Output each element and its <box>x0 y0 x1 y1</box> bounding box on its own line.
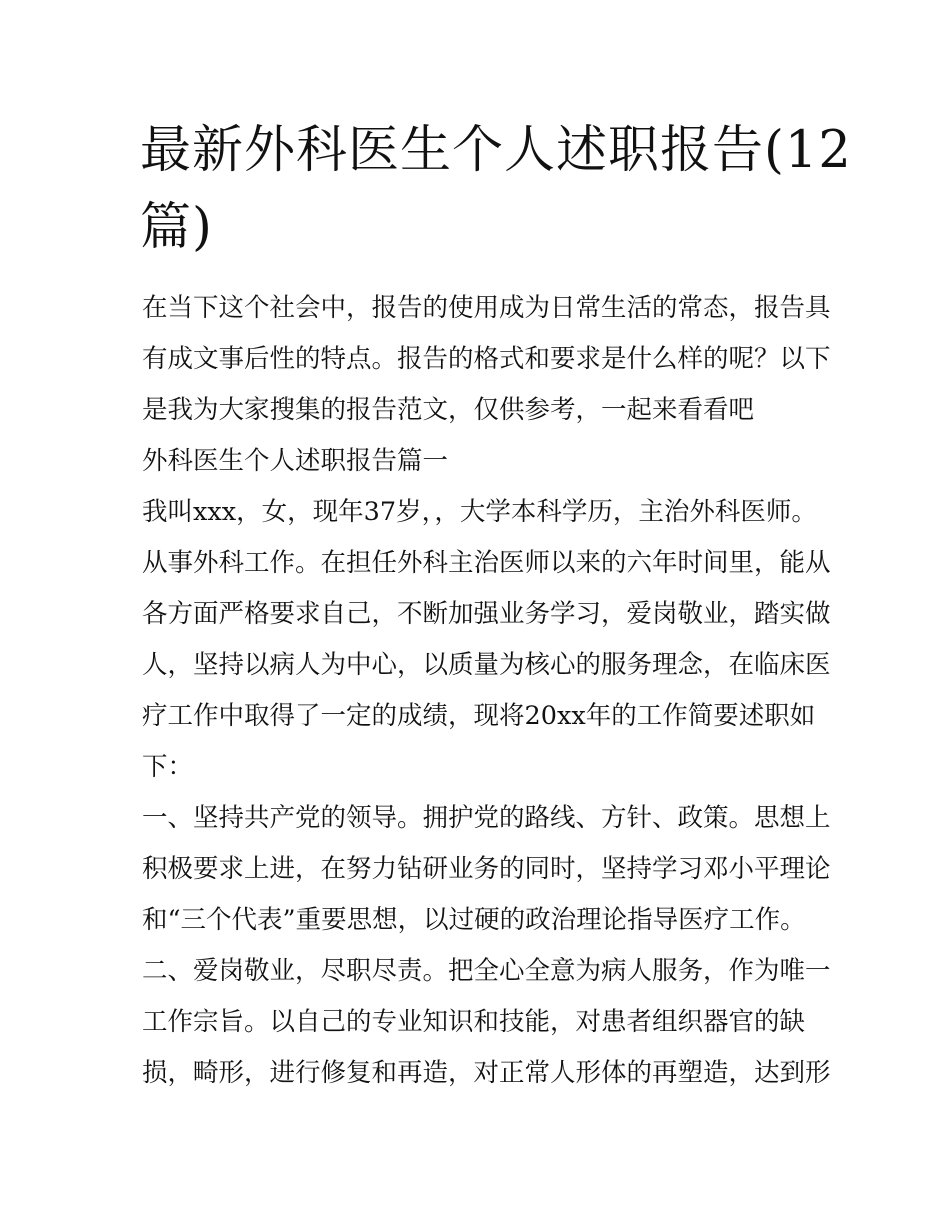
document-body <box>142 283 831 1099</box>
document-title <box>140 112 852 266</box>
title-line-1: 最新外科医生个人述职报告(12 <box>140 121 852 180</box>
text-line: 二、爱岗敬业，尽职尽责。把全心全意为病人服务，作为唯一 <box>142 956 831 986</box>
text-line: 积极要求上进，在努力钻研业务的同时，坚持学习邓小平理论 <box>142 854 831 884</box>
text-line: 下： <box>142 752 194 782</box>
text-line: 工作宗旨。以自己的专业知识和技能，对患者组织器官的缺 <box>142 1007 806 1037</box>
text-line: 损，畸形，进行修复和再造，对正常人形体的再塑造，达到形 <box>142 1058 831 1088</box>
section-heading: 外科医生个人述职报告篇一 <box>142 446 449 476</box>
text-line: 在当下这个社会中，报告的使用成为日常生活的常态，报告具 <box>142 293 831 323</box>
text-line: 是我为大家搜集的报告范文，仅供参考，一起来看看吧 <box>142 395 755 425</box>
text-line: 有成文事后性的特点。报告的格式和要求是什么样的呢？以下 <box>142 344 831 374</box>
text-line: 疗工作中取得了一定的成绩，现将20xx年的工作简要述职如 <box>142 701 816 731</box>
text-line: 和“三个代表”重要思想，以过硬的政治理论指导医疗工作。 <box>142 905 806 935</box>
text-line: 各方面严格要求自己，不断加强业务学习，爱岗敬业，踏实做 <box>142 599 831 629</box>
text-line: 我叫xxx，女，现年37岁，，大学本科学历，主治外科医师。 <box>142 497 817 527</box>
title-line-2: 篇) <box>140 198 213 257</box>
text-line: 从事外科工作。在担任外科主治医师以来的六年时间里，能从 <box>142 548 831 578</box>
text-line: 一、坚持共产党的领导。拥护党的路线、方针、政策。思想上 <box>142 803 831 833</box>
text-line: 人，坚持以病人为中心，以质量为核心的服务理念，在临床医 <box>142 650 831 680</box>
